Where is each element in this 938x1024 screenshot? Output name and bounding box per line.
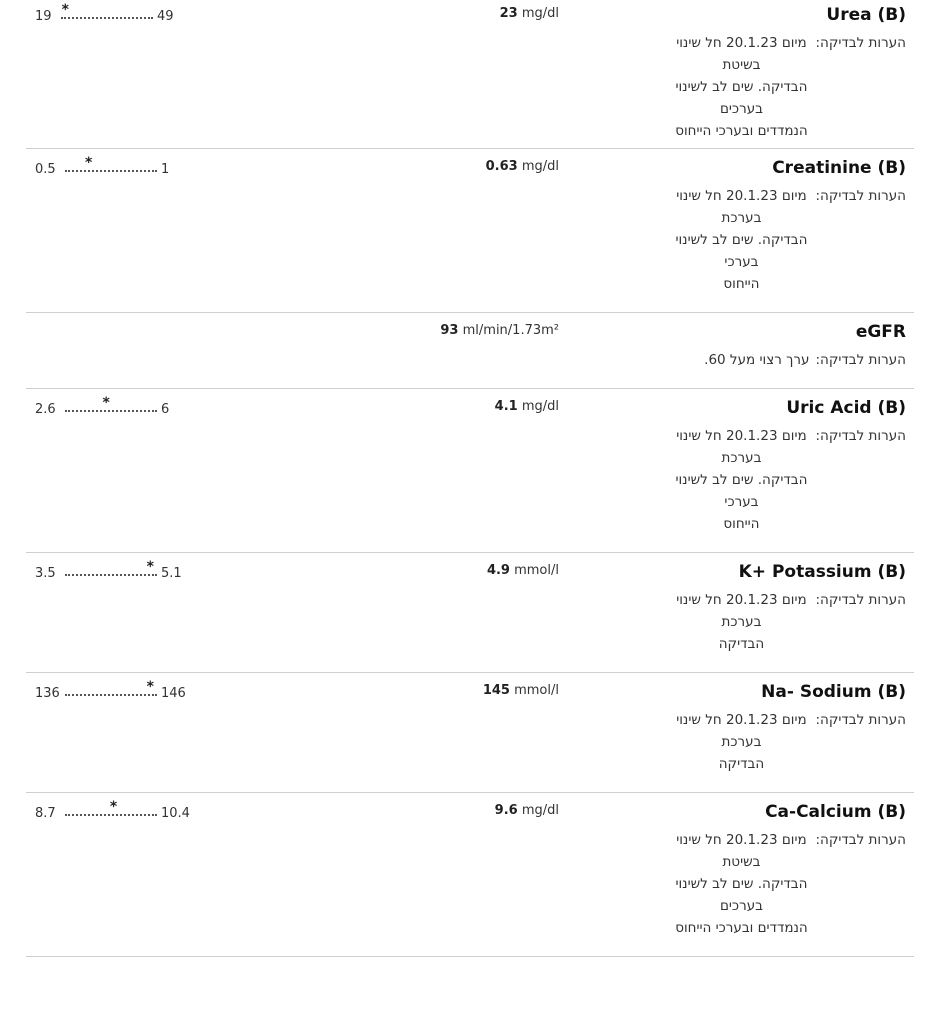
notes-label: הערות לבדיקה: [815, 352, 906, 368]
notes-line: מיום 20.1.23 חל שינוי [676, 188, 807, 204]
test-name: eGFR [855, 322, 906, 342]
notes-label: הערות לבדיקה: [815, 832, 906, 848]
range-marker: * [61, 2, 69, 18]
range-dotted-line [65, 170, 157, 172]
notes-text [673, 185, 809, 295]
range-low: 136 [35, 686, 60, 701]
notes-line: מיום 20.1.23 חל שינוי [676, 712, 807, 728]
notes-line: בערכת [721, 734, 762, 750]
reference-range [35, 155, 235, 178]
result-number: 4.1 [494, 399, 518, 414]
result-unit: mg/dl [521, 399, 559, 414]
result-row [26, 0, 914, 149]
reference-range [35, 679, 235, 702]
result-value [500, 6, 559, 21]
notes-line: מיום 20.1.23 חל שינוי [676, 35, 807, 51]
test-notes [673, 425, 906, 535]
notes-line: הבדיקה. שים לב לשינוי [675, 472, 808, 488]
test-name: K+ Potassium (B) [738, 562, 906, 582]
range-low: 8.7 [35, 806, 56, 821]
notes-line: הבדיקה [718, 636, 765, 652]
lab-results-list [26, 0, 914, 957]
range-marker: * [146, 679, 154, 695]
test-name: Creatinine (B) [772, 158, 906, 178]
range-low: 0.5 [35, 162, 56, 177]
result-row [26, 313, 914, 389]
range-high: 6 [161, 402, 170, 417]
notes-line: בערכי [724, 254, 759, 270]
notes-line: מיום 20.1.23 חל שינוי [676, 832, 807, 848]
test-notes [673, 829, 906, 939]
notes-line: מיום 20.1.23 חל שינוי [676, 428, 807, 444]
result-number: 23 [499, 6, 518, 21]
result-unit: mmol/l [514, 683, 559, 698]
result-value [440, 323, 559, 338]
result-value [483, 683, 559, 698]
result-row [26, 793, 914, 957]
notes-line: הבדיקה. שים לב לשינוי [675, 232, 808, 248]
notes-line: בערכים [719, 101, 763, 117]
result-value [487, 563, 559, 578]
notes-line: בערכת [721, 614, 762, 630]
notes-line: הבדיקה. שים לב לשינוי [675, 79, 808, 95]
reference-range [35, 395, 235, 418]
test-name: Urea (B) [826, 5, 906, 25]
range-high: 5.1 [161, 566, 182, 581]
result-value [486, 159, 559, 174]
result-value [495, 803, 559, 818]
notes-label: הערות לבדיקה: [815, 712, 906, 728]
result-unit: mg/dl [521, 803, 559, 818]
range-high: 146 [161, 686, 186, 701]
result-row [26, 389, 914, 553]
range-marker: * [85, 155, 93, 171]
test-name: Uric Acid (B) [786, 398, 906, 418]
range-high: 10.4 [161, 806, 190, 821]
range-dotted-line [61, 17, 153, 19]
notes-text [673, 32, 809, 142]
notes-label: הערות לבדיקה: [815, 188, 906, 204]
notes-line: ערך רצוי מעל 60. [704, 352, 810, 368]
notes-line: בשיטת [722, 854, 761, 870]
test-name: Ca-Calcium (B) [765, 802, 906, 822]
result-row [26, 149, 914, 313]
result-row [26, 673, 914, 793]
notes-text [673, 829, 809, 939]
range-dotted-line [65, 574, 157, 576]
notes-line: הבדיקה. שים לב לשינוי [675, 876, 808, 892]
test-notes [673, 32, 906, 142]
notes-label: הערות לבדיקה: [815, 592, 906, 608]
result-value [495, 399, 559, 414]
notes-line: הנמדדים ובערכי הייחוס [675, 123, 808, 139]
result-number: 0.63 [485, 159, 518, 174]
test-notes [704, 349, 906, 371]
notes-text [673, 709, 809, 775]
range-low: 2.6 [35, 402, 56, 417]
result-number: 93 [440, 323, 459, 338]
result-row [26, 553, 914, 673]
range-high: 49 [157, 9, 174, 24]
notes-line: בשיטת [722, 57, 761, 73]
result-number: 145 [482, 683, 510, 698]
range-low: 3.5 [35, 566, 56, 581]
notes-text [704, 349, 809, 371]
notes-line: בערכת [721, 210, 762, 226]
notes-line: בערכים [719, 898, 763, 914]
range-marker: * [146, 559, 154, 575]
result-unit: mg/dl [521, 6, 559, 21]
range-low: 19 [35, 9, 52, 24]
range-dotted-line [65, 694, 157, 696]
result-unit: mg/dl [521, 159, 559, 174]
notes-line: הבדיקה [718, 756, 765, 772]
notes-line: הנמדדים ובערכי הייחוס [675, 920, 808, 936]
notes-line: הייחוס [723, 276, 760, 292]
range-dotted-line [65, 410, 157, 412]
test-notes [673, 185, 906, 295]
test-notes [673, 589, 906, 655]
reference-range [35, 559, 235, 582]
result-unit: mmol/l [514, 563, 559, 578]
notes-line: הייחוס [723, 516, 760, 532]
reference-range [35, 799, 235, 822]
reference-range [35, 2, 235, 25]
notes-line: בערכי [724, 494, 759, 510]
notes-text [673, 589, 809, 655]
range-marker: * [109, 799, 118, 815]
result-unit: ml/min/1.73m² [462, 323, 559, 338]
range-high: 1 [161, 162, 170, 177]
notes-label: הערות לבדיקה: [815, 35, 906, 51]
result-number: 9.6 [494, 803, 518, 818]
test-name: Na- Sodium (B) [761, 682, 906, 702]
test-notes [673, 709, 906, 775]
result-number: 4.9 [486, 563, 510, 578]
range-marker: * [102, 395, 110, 411]
notes-line: בערכת [721, 450, 762, 466]
notes-line: מיום 20.1.23 חל שינוי [676, 592, 807, 608]
notes-label: הערות לבדיקה: [815, 428, 906, 444]
notes-text [673, 425, 809, 535]
